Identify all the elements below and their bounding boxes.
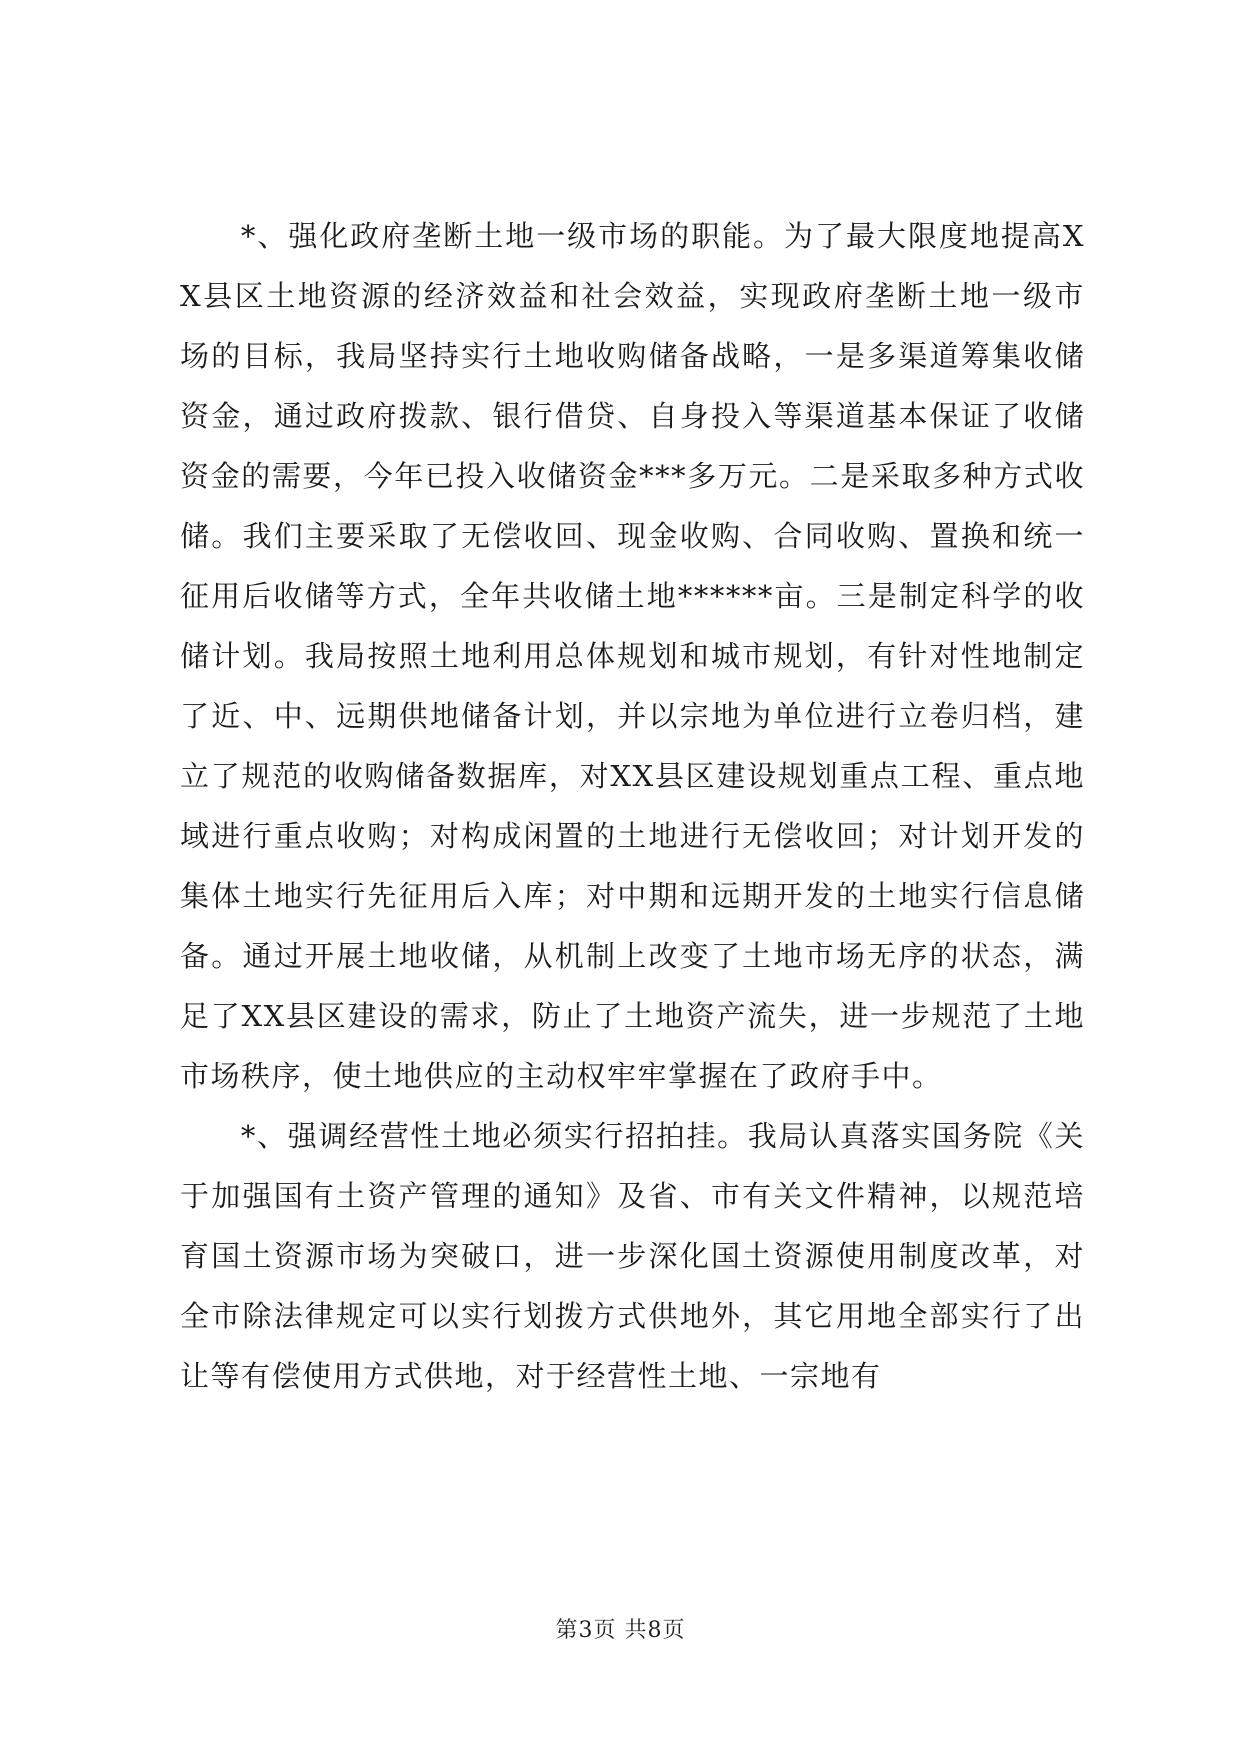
paragraph-land-auction: *、强调经营性土地必须实行招拍挂。我局认真落实国务院《关于加强国有土资产管理的通知》及省、市有关文件精神，以规范培育国土资源市场为突破口，进一步深化国土资源使用制度改革，对全市除法律规定可以实行划拨方式供地外，其它用地全部实行了出让等有偿使用方式供地，对于经营性土地、一宗地有 <box>180 1119 1085 1393</box>
paragraph-land-reserve: *、强化政府垄断土地一级市场的职能。为了最大限度地提高XX县区土地资源的经济效益和社会效益，实现政府垄断土地一级市场的目标，我局坚持实行土地收购储备战略，一是多渠道筹集收储资金，通过政府拨款、银行借贷、自身投入等渠道基本保证了收储资金的需要，今年已投入收储资金***多万元。二是采取多种方式收储。我们主要采取了无偿收回、现金收购、合同收购、置换和统一征用后收储等方式，全年共收储土地******亩。三是制定科学的收储计划。我局按照土地利用总体规划和城市规划，有针对性地制定了近、中、远期供地储备计划，并以宗地为单位进行立卷归档，建立了规范的收购储备数据库，对XX县区建设规划重点工程、重点地域进行重点收购；对构成闲置的土地进行无偿收回；对计划开发的集体土地实行先征用后入库；对中期和远期开发的土地实行信息储备。通过开展土地收储，从机制上改变了土地市场无序的状态，满足了XX县区建设的需求，防止了土地资产流失，进一步规范了土地市场秩序，使土地供应的主动权牢牢掌握在了政府手中。 <box>180 219 1085 1093</box>
page-footer: 第3页 共8页 <box>555 1618 686 1643</box>
document-body <box>180 206 1085 1406</box>
